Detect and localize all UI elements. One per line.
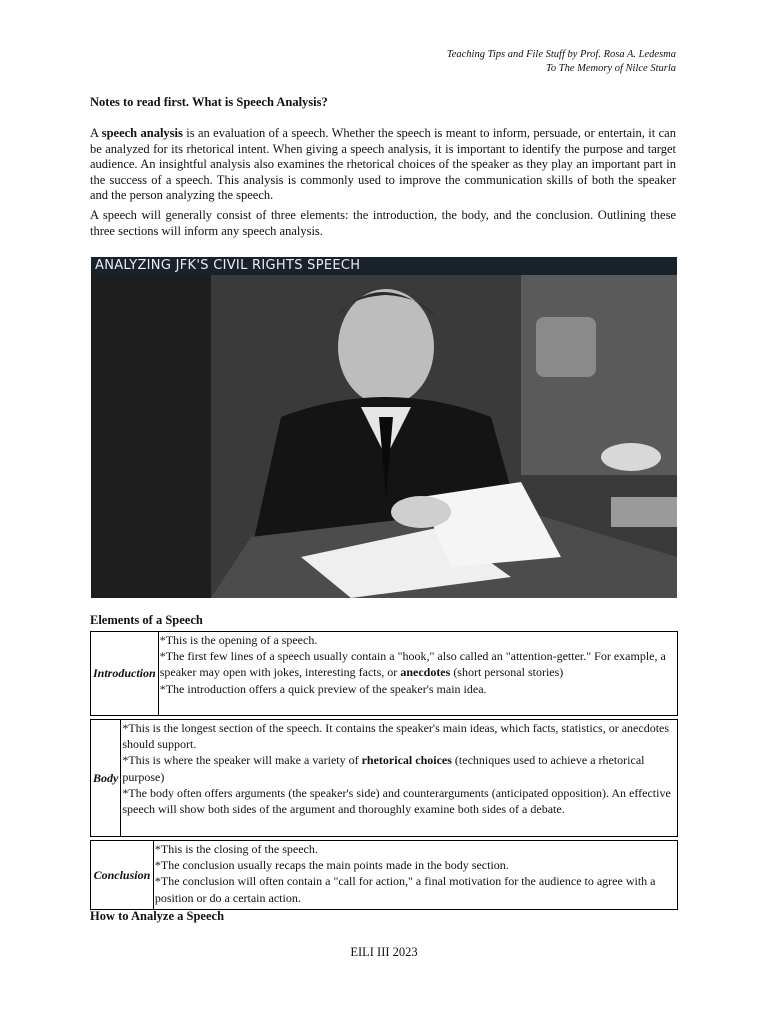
conclusion-line-2: *The conclusion usually recaps the main points made in the body section. <box>154 858 509 873</box>
intro-rest: is an evaluation of a speech. Whether the speech is meant to inform, persuade, or entertain, it can be analyzed for its rhetorical intent. When giving a speech analysis, it is important to identify the purpose and target audience. An insightful analysis also examines the rhetorical choices of the speaker as they play an important part in the success of a speech. This analysis is commonly used to improve the communication skills of both the speaker and the person analyzing the speech. <box>90 126 676 203</box>
body-line-3: *The body often offers arguments (the speaker's side) and counterarguments (anticipated opposition). An effective speech will show both sides of the argument and thoroughly examine both sides of a debate. <box>122 785 671 817</box>
intro-term: speech analysis <box>101 126 183 140</box>
introduction-anecdotes: anecdotes <box>400 665 451 680</box>
conclusion-content <box>154 841 677 909</box>
intro-prefix: A <box>90 126 102 140</box>
jfk-photo <box>91 257 677 598</box>
body-label: Body <box>91 720 121 836</box>
introduction-label: Introduction <box>91 632 159 715</box>
intro-paragraph <box>90 126 676 204</box>
conclusion-line-3: *The conclusion will often contain a "call for action," a final motivation for the audience to agree with a position or do a certain action. <box>154 874 656 905</box>
conclusion-line-1: *This is the closing of the speech. <box>154 842 318 856</box>
header-line-2: To The Memory of Nilce Sturla <box>546 63 676 74</box>
notes-title: Notes to read first. What is Speech Analysis? <box>90 95 328 109</box>
introduction-line-2 <box>160 648 677 680</box>
introduction-content <box>159 632 677 715</box>
body-content <box>121 720 677 836</box>
table-row-conclusion <box>90 840 678 910</box>
elements-paragraph: A speech will generally consist of three elements: the introduction, the body, and the conclusion. Outlining these three sections will inform any speech analysis. <box>90 208 676 238</box>
table-row-introduction <box>90 631 678 716</box>
conclusion-label: Conclusion <box>91 841 154 909</box>
body-line-2a: *This is where the speaker will make a variety of <box>122 753 362 768</box>
how-to-title: How to Analyze a Speech <box>90 909 225 923</box>
introduction-line-2a: *The first few lines of a speech usually contain a "hook," also called an "attention-getter." For example, a speaker may open with jokes, interesting facts, or <box>159 649 666 680</box>
body-line-1: *This is the longest section of the speech. It contains the speaker's main ideas, which facts, statistics, or anecdotes should support. <box>122 721 670 752</box>
header-line-1: Teaching Tips and File Stuff by Prof. Rosa A. Ledesma <box>446 49 676 60</box>
introduction-line-2c: (short personal stories) <box>450 665 564 680</box>
introduction-line-3: *The introduction offers a quick preview of the speaker's main idea. <box>159 681 487 696</box>
introduction-line-1: *This is the opening of a speech. <box>159 633 318 647</box>
body-line-2c: (techniques used to achieve a rhetorical purpose) <box>122 753 645 784</box>
body-line-2 <box>122 752 677 784</box>
photo-illustration <box>91 257 677 598</box>
photo-banner: ANALYZING JFK'S CIVIL RIGHTS SPEECH <box>91 257 677 275</box>
table-row-body <box>90 719 678 837</box>
page-footer: EILI III 2023 <box>350 945 418 959</box>
body-rhetorical-choices: rhetorical choices <box>361 753 452 768</box>
elements-title: Elements of a Speech <box>90 613 203 627</box>
page-header <box>447 48 676 76</box>
